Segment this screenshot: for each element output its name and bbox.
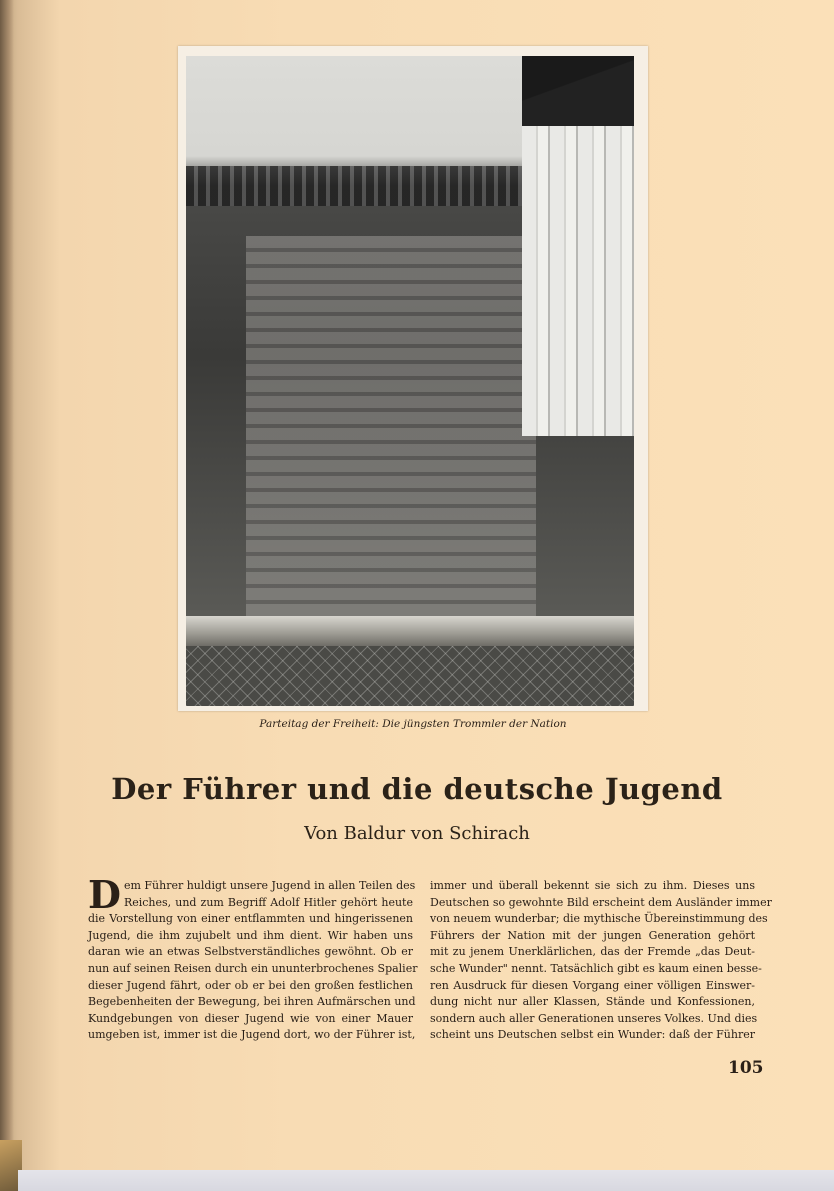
photo-caption: Parteitag der Freiheit: Die jüngsten Trommler der Nation	[259, 718, 567, 730]
book-spine-shadow	[0, 0, 14, 1191]
text-line: nun auf seinen Reisen durch ein ununterbrochenes Spalier	[88, 961, 418, 975]
page-number: 105	[728, 1058, 764, 1078]
drop-cap: D	[88, 872, 121, 917]
text-line: Kundgebungen von dieser Jugend wie von einer Mauer	[88, 1011, 413, 1025]
text-line: dieser Jugend fährt, oder ob er bei den großen festlichen	[88, 978, 413, 992]
photograph	[186, 56, 634, 706]
text-line: Führers der Nation mit der jungen Generation gehört	[430, 928, 755, 942]
article-byline: Von Baldur von Schirach	[304, 823, 530, 844]
photo-flag-tops	[522, 56, 634, 126]
text-line: mit zu jenem Unerklärlichen, das der Fremde „das Deut-	[430, 945, 755, 959]
text-column-right	[430, 878, 772, 1044]
text-line: ren Ausdruck für diesen Vorgang einer völligen Einswer-	[430, 978, 755, 992]
text-line: em Führer huldigt unsere Jugend in allen Teilen des	[123, 879, 416, 892]
text-line: dung nicht nur aller Klassen, Stände und Konfessionen,	[430, 995, 755, 1009]
text-line: Deutschen so gewohnte Bild erscheint dem Ausländer immer	[430, 895, 772, 909]
text-line: Jugend, die ihm zujubelt und ihm dient. Wir haben uns	[88, 928, 413, 942]
text-line: daran wie an etwas Selbstverständliches gewöhnt. Ob er	[88, 945, 413, 959]
photo-fence	[186, 646, 634, 706]
text-line: sche Wunder" nennt. Tatsächlich gibt es kaum einen besse-	[430, 961, 762, 975]
text-line: immer und überall bekennt sie sich zu ihm. Dieses uns	[430, 879, 755, 892]
scan-bottom-edge	[18, 1170, 834, 1191]
photo-mount	[178, 46, 648, 711]
text-line: umgeben ist, immer ist die Jugend dort, wo der Führer ist,	[88, 1028, 416, 1042]
text-column-left	[88, 872, 418, 1044]
text-line: sondern auch aller Generationen unseres Volkes. Und dies	[430, 1011, 758, 1025]
text-line: die Vorstellung von einer entflammten und hingerissenen	[88, 912, 413, 926]
article-title: Der Führer und die deutsche Jugend	[111, 772, 723, 806]
text-line: scheint uns Deutschen selbst ein Wunder: daß der Führer	[430, 1028, 755, 1042]
text-line: Begebenheiten der Bewegung, bei ihren Aufmärschen und	[88, 995, 416, 1009]
text-line: Reiches, und zum Begriff Adolf Hitler gehört heute	[123, 895, 413, 909]
text-line: von neuem wunderbar; die mythische Übereinstimmung des	[430, 912, 768, 926]
photo-stairs	[246, 236, 536, 616]
photo-rail	[186, 616, 634, 646]
